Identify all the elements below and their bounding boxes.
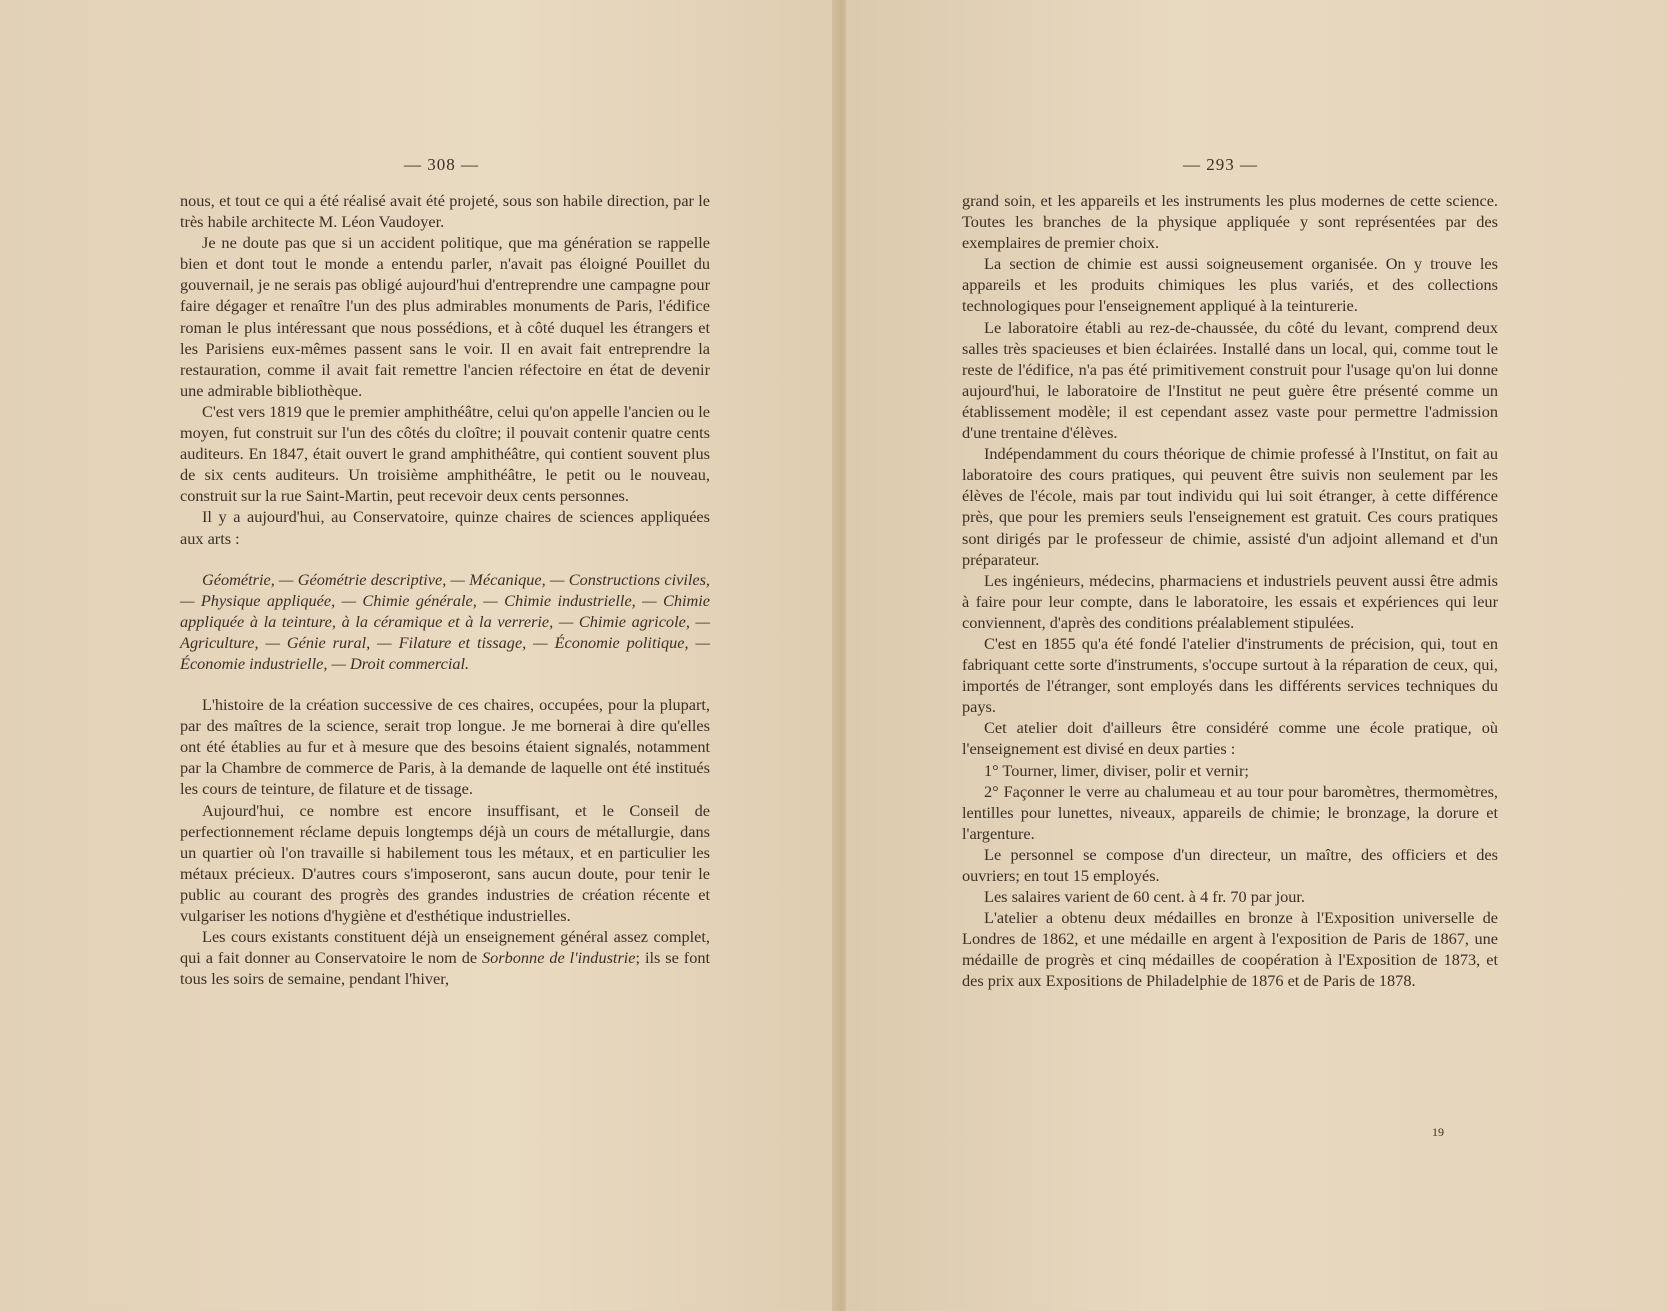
- paragraph: L'histoire de la création successive de ces chaires, occupées, pour la plupart, par des maîtres de la science, serait trop longue. Je me bornerai à dire qu'elles ont été établies au fur et à mesure que des besoins étaient signalés, notamment par la Chambre de commerce de Paris, à la demande de laquelle ont été institués les cours de teinture, de filature et de tissage.: [180, 695, 710, 799]
- paragraph: Cet atelier doit d'ailleurs être considéré comme une école pratique, où l'enseignement est divisé en deux parties :: [962, 718, 1498, 759]
- paragraph: Je ne doute pas que si un accident politique, que ma génération se rappelle bien et dont tout le monde a entendu parler, n'avait pas éloigné Pouillet du gouvernail, je ne serais pas obligé aujourd'hui d'entreprendre une campagne pour faire dégager et renaître l'un des plus admirables monuments de Paris, l'édifice roman le plus intéressant que nous possédions, et à côté duquel les étrangers et les Parisiens eux-mêmes passent sans le voir. Il en avait fait entreprendre la restauration, comme il avait fait remettre l'ancien réfectoire en état de devenir une admirable bibliothèque.: [180, 233, 710, 400]
- paragraph: La section de chimie est aussi soigneusement organisée. On y trouve les appareils et les produits chimiques les plus variés, et des collections technologiques pour l'enseignement appliqué à la teinturerie.: [962, 254, 1498, 316]
- left-page-number: — 308 —: [404, 155, 479, 174]
- sorbonne-emphasis: Sorbonne de l'industrie: [482, 948, 636, 968]
- paragraph-text: ; ils se font tous les soirs de semaine, pendant l'hiver,: [180, 948, 711, 989]
- paragraph: L'atelier a obtenu deux médailles en bronze à l'Exposition universelle de Londres de 1862, et une médaille en argent à l'exposition de Paris de 1867, une médaille de progrès et cinq médailles de coopération à l'Exposition de 1873, et des prix aux Expositions de Philadelphie de 1876 et de Paris de 1878.: [962, 908, 1498, 991]
- paragraph: nous, et tout ce qui a été réalisé avait été projeté, sous son habile direction, par le très habile architecte M. Léon Vaudoyer.: [180, 191, 710, 232]
- list-item: 2° Façonner le verre au chalumeau et au tour pour baromètres, thermomètres, lentilles pour lunettes, niveaux, appareils de chimie; le bronzage, la dorure et l'argenture.: [962, 781, 1498, 843]
- paragraph: Les ingénieurs, médecins, pharmaciens et industriels peuvent aussi être admis à faire pour leur compte, dans le laboratoire, les essais et expériences qui leur conviennent, d'après des conditions préalablement stipulées.: [962, 570, 1498, 632]
- paragraph: Le laboratoire établi au rez-de-chaussée, du côté du levant, comprend deux salles très spacieuses et bien éclairées. Installé dans un local, qui, comme tout le reste de l'édifice, n'a pas été primitivement construit pour l'usage qu'on lui donne aujourd'hui, le laboratoire de l'Institut ne peut guère être présenté comme un établissement modèle; il est cependant assez vaste pour permettre l'admission d'une trentaine d'élèves.: [962, 317, 1498, 443]
- paragraph: C'est vers 1819 que le premier amphithéâtre, celui qu'on appelle l'ancien ou le moyen, fut construit sur l'un des côtés du cloître; il pouvait contenir quatre cents auditeurs. En 1847, était ouvert le grand amphithéâtre, qui contient souvent plus de six cents auditeurs. Un troisième amphithéâtre, le petit ou le nouveau, construit sur la rue Saint-Martin, peut recevoir deux cents personnes.: [180, 401, 710, 506]
- signature-mark: 19: [1432, 1125, 1444, 1139]
- paragraph: C'est en 1855 qu'a été fondé l'atelier d'instruments de précision, qui, tout en fabriquant cette sorte d'instruments, s'occupe surtout à la réparation de ceux, qui, importés de l'étranger, sont employés dans les différents services techniques du pays.: [962, 633, 1498, 717]
- right-page: [846, 0, 1667, 1311]
- paragraph: Aujourd'hui, ce nombre est encore insuffisant, et le Conseil de perfectionnement réclame depuis longtemps déjà un cours de métallurgie, dans un quartier où l'on travaille si habilement tous les métaux, et en particulier les métaux précieux. D'autres cours s'imposeront, sans aucun doute, pour tenir le public au courant des progrès des grandes industries de création récente et vulgariser les notions d'hygiène et d'esthétique industrielles.: [180, 800, 710, 925]
- paragraph: Le personnel se compose d'un directeur, un maître, des officiers et des ouvriers; en tout 15 employés.: [962, 844, 1498, 885]
- chairs-list: Géométrie, — Géométrie descriptive, — Mécanique, — Constructions civiles, — Physique appliquée, — Chimie générale, — Chimie industrielle, — Chimie appliquée à la teinture, à la céramique et à la verrerie, — Chimie agricole, — Agriculture, — Génie rural, — Filature et tissage, — Économie politique, — Économie industrielle, — Droit commercial.: [180, 569, 710, 673]
- left-page-text: [180, 190, 710, 989]
- paragraph: Les salaires varient de 60 cent. à 4 fr. 70 par jour.: [984, 887, 1305, 907]
- paragraph: grand soin, et les appareils et les instruments les plus modernes de cette science. Toutes les branches de la physique appliquée y sont représentées par des exemplaires de premier choix.: [962, 191, 1498, 253]
- list-item: 1° Tourner, limer, diviser, polir et vernir;: [984, 760, 1249, 780]
- paragraph-last: [180, 926, 710, 989]
- right-page-text: [962, 190, 1498, 992]
- paragraph-text: Les cours existants constituent déjà un enseignement général assez complet, qui a fait donner au Conservatoire le nom de: [180, 927, 710, 968]
- paragraph: Indépendamment du cours théorique de chimie professé à l'Institut, on fait au laboratoire des cours pratiques, qui peuvent être suivis non seulement par les élèves de l'école, mais par tout individu qui lui soit étranger, à cette différence près, que pour les premiers seuls l'enseignement est gratuit. Ces cours pratiques sont dirigés par le professeur de chimie, assisté d'un adjoint allemand et d'un préparateur.: [962, 444, 1498, 569]
- right-page-number: — 293 —: [1183, 155, 1258, 174]
- paragraph: Il y a aujourd'hui, au Conservatoire, quinze chaires de sciences appliquées aux arts :: [180, 507, 710, 548]
